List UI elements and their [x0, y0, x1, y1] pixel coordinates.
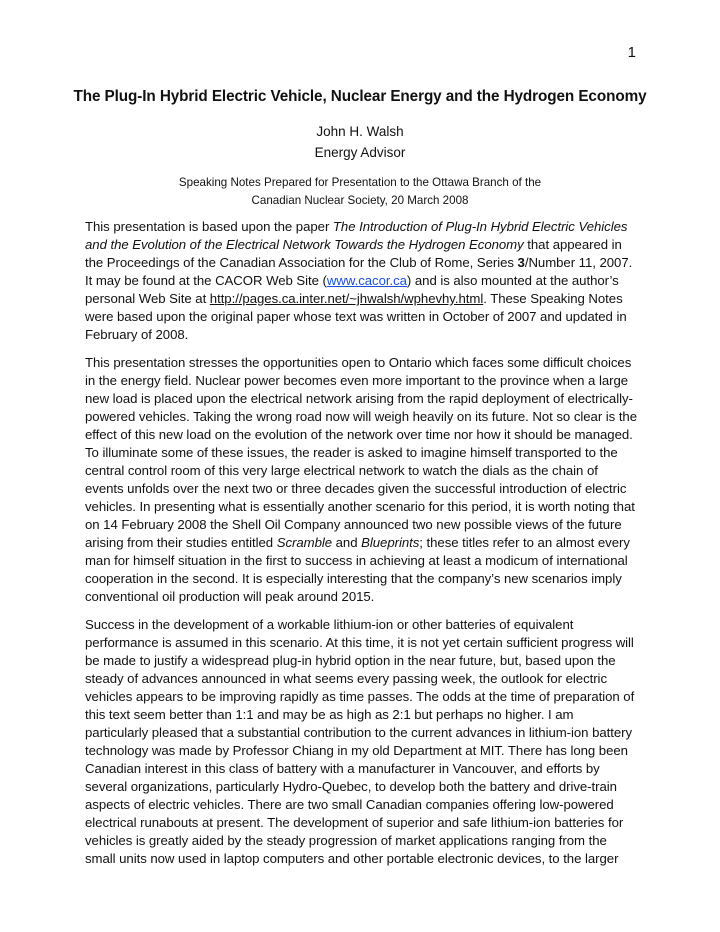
- paper-title-italic: The Introduction of Plug-In Hybrid Electric Vehicles and the Evolution of the Electrical Network Towards the Hydrogen Economy: [85, 219, 628, 252]
- p1-text-c: /Number 11, 2007. It may be found at the CACOR Web Site (: [85, 255, 633, 288]
- author-site-link[interactable]: http://pages.ca.inter.net/~jhwalsh/wphevhy.html: [209, 291, 484, 306]
- document-title: The Plug-In Hybrid Electric Vehicle, Nuclear Energy and the Hydrogen Economy: [73, 88, 647, 105]
- p1-text-a: This presentation is based upon the paper: [85, 219, 333, 234]
- p1-text-b: that appeared in the Proceedings of the Canadian Association for the Club of Rome, Series: [85, 237, 622, 270]
- page-number: 1: [627, 44, 636, 61]
- notes-line-1: Speaking Notes Prepared for Presentation to the Ottawa Branch of the: [178, 176, 542, 189]
- author-role: Energy Advisor: [314, 145, 406, 160]
- cacor-link[interactable]: www.cacor.ca: [326, 273, 407, 288]
- p2-text-a: This presentation stresses the opportunities open to Ontario which faces some difficult choices in the energy field. Nuclear power becomes even more important to the province when a large new load is placed upon the electrical network arising from the rapid deployment of electrically-powered vehicles. Taking the wrong road now will weigh heavily on its future. Not so clear is the effect of this new load on the evolution of the network over time nor how it should be managed. To illuminate some of these issues, the reader is asked to imagine himself transported to the central control room of this very large electrical network to watch the dials as the chain of events unfolds over the next two or three decades given the successful introduction of electric vehicles. In presenting what is essentially another scenario for this period, it is worth noting that on 14 February 2008 the Shell Oil Company announced two new possible views of the future arising from their studies entitled: [85, 355, 637, 550]
- body-text: [85, 218, 638, 878]
- paragraph-3: Success in the development of a workable lithium-ion or other batteries of equivalent performance is assumed in this scenario. At this time, it is not yet certain sufficient progress will be made to justify a widespread plug-in hybrid option in the near future, but, based upon the steady of advances announced in what seems every passing week, the outlook for electric vehicles appears to be improving rapidly as time passes. The odds at the time of preparation of this text seem better than 1:1 and may be as high as 2:1 but perhaps no higher. I am particularly pleased that a substantial contribution to the current advances in lithium-ion battery technology was made by Professor Chiang in my old Department at MIT. There has long been Canadian interest in this class of battery with a manufacturer in Vancouver, and efforts by several organizations, particularly Hydro-Quebec, to develop both the battery and drive-train aspects of electric vehicles. There are two small Canadian companies offering low-powered electrical runabouts at present. The development of superior and safe lithium-ion batteries for vehicles is greatly aided by the steady progression of market applications ranging from the small units now used in laptop computers and other portable electronic devices, to the larger: [85, 617, 635, 866]
- p1-text-d: ) and is also mounted at the author’s personal Web Site at: [85, 273, 619, 306]
- scramble-italic: Scramble: [276, 535, 333, 550]
- p1-text-e: . These Speaking Notes were based upon the original paper whose text was written in October of 2007 and updated in February of 2008.: [85, 291, 627, 342]
- notes-line-2: Canadian Nuclear Society, 20 March 2008: [251, 194, 469, 207]
- author-block: [0, 121, 720, 163]
- blueprints-italic: Blueprints: [361, 535, 420, 550]
- paragraph-1: [85, 218, 638, 344]
- series-number-bold: 3: [517, 255, 525, 270]
- p2-text-b: and: [332, 535, 362, 550]
- p2-text-c: ; these titles refer to an almost every man for himself situation in the first to success in achieving at least a modicum of international cooperation in the second. It is especially interesting that the company’s new scenarios imply conventional oil production will peak around 2015.: [85, 535, 630, 604]
- speaking-notes-subtitle: [0, 174, 720, 210]
- paragraph-2: [85, 354, 638, 606]
- author-name: John H. Walsh: [316, 124, 404, 139]
